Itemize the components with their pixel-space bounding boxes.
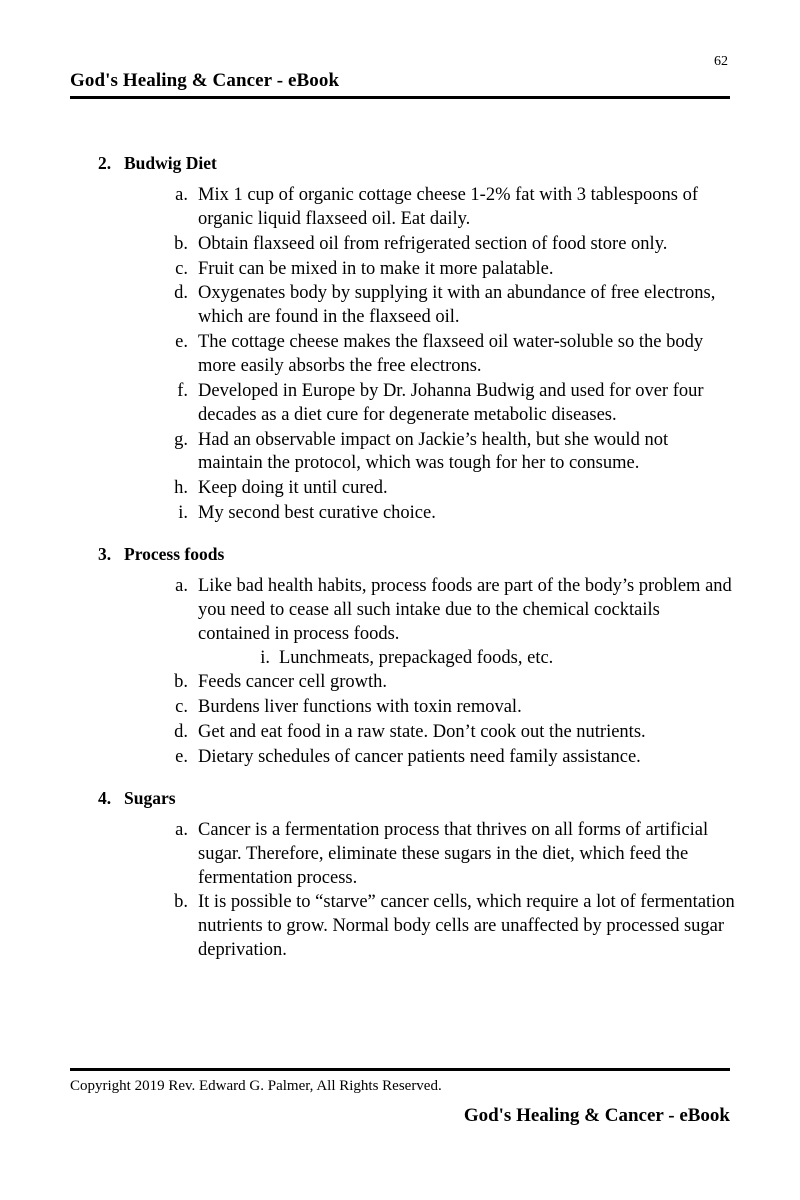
- list-item: [162, 696, 735, 720]
- section-number: 4.: [98, 787, 112, 808]
- list-text: Keep doing it until cured.: [198, 478, 388, 499]
- section-number: 3.: [98, 544, 112, 565]
- list-text: The cottage cheese makes the flaxseed oil water-soluble so the body more easily absorbs the free electrons.: [198, 332, 704, 377]
- list-item: [162, 331, 735, 379]
- list-marker: d.: [174, 722, 188, 743]
- section-list: [70, 575, 735, 770]
- sub-list-text: Lunchmeats, prepackaged foods, etc.: [279, 647, 554, 668]
- section-list: [70, 819, 735, 963]
- list-item: [162, 746, 735, 770]
- header-divider: [70, 96, 730, 99]
- section-sugars: [70, 788, 735, 963]
- list-marker: b.: [174, 672, 188, 693]
- list-item: [162, 502, 735, 526]
- list-text: My second best curative choice.: [198, 503, 436, 524]
- page-number: 62: [714, 54, 728, 69]
- list-item: [162, 184, 735, 232]
- list-item: [162, 819, 735, 891]
- list-text: Like bad health habits, process foods are part of the body’s problem and you need to cease all such intake due to the chemical cocktails contained in process foods.: [198, 576, 732, 644]
- list-marker: b.: [174, 892, 188, 913]
- list-item: [162, 429, 735, 477]
- list-marker: e.: [175, 747, 188, 768]
- list-item: [162, 233, 735, 257]
- list-text: Cancer is a fermentation process that thrives on all forms of artificial sugar. Therefore, eliminate these sugars in the diet, which feed the fermentation process.: [198, 819, 709, 888]
- section-number: 2.: [98, 153, 112, 173]
- sub-list-item: [252, 647, 735, 671]
- list-item: [162, 258, 735, 282]
- list-marker: i.: [178, 503, 188, 524]
- section-title: Sugars: [124, 787, 176, 808]
- list-item: [162, 575, 735, 670]
- header-title: God's Healing & Cancer - eBook: [70, 70, 340, 91]
- list-marker: c.: [175, 697, 188, 718]
- list-marker: b.: [174, 233, 188, 254]
- list-marker: g.: [174, 429, 188, 450]
- list-item: [162, 380, 735, 428]
- list-marker: h.: [174, 478, 188, 499]
- page-header: [70, 70, 730, 99]
- list-text-wrapper: [198, 575, 735, 670]
- section-process-foods: [70, 544, 735, 770]
- list-marker: f.: [177, 380, 188, 401]
- list-item: [162, 721, 735, 745]
- section-heading: [70, 153, 735, 174]
- list-item: [162, 671, 735, 695]
- list-text: Fruit can be mixed in to make it more palatable.: [198, 258, 554, 279]
- list-item: [162, 891, 735, 963]
- section-title: Budwig Diet: [124, 153, 217, 173]
- list-marker: a.: [175, 576, 188, 597]
- list-text: Feeds cancer cell growth.: [198, 672, 388, 693]
- list-item: [162, 477, 735, 501]
- list-text: It is possible to “starve” cancer cells, which require a lot of fermentation nutrients to grow. Normal body cells are unaffected by processed sugar deprivation.: [198, 892, 735, 961]
- sub-list-marker: i.: [260, 647, 270, 668]
- list-marker: d.: [174, 283, 188, 304]
- list-text: Burdens liver functions with toxin removal.: [198, 697, 522, 718]
- list-text: Get and eat food in a raw state. Don’t cook out the nutrients.: [198, 722, 646, 743]
- sub-list: [198, 647, 735, 671]
- section-list: [70, 184, 735, 526]
- list-text: Mix 1 cup of organic cottage cheese 1-2% fat with 3 tablespoons of organic liquid flaxseed oil. Eat daily.: [198, 185, 699, 229]
- list-text: Oxygenates body by supplying it with an abundance of free electrons, which are found in the flaxseed oil.: [198, 283, 716, 328]
- section-budwig-diet: [70, 153, 735, 526]
- section-heading: [70, 544, 735, 565]
- list-marker: e.: [175, 332, 188, 353]
- footer-divider: [70, 1068, 730, 1071]
- section-title: Process foods: [124, 544, 225, 565]
- document-body: [70, 135, 735, 967]
- footer-copyright: Copyright 2019 Rev. Edward G. Palmer, All Rights Reserved.: [70, 1078, 442, 1094]
- list-text: Dietary schedules of cancer patients need family assistance.: [198, 747, 641, 768]
- list-item: [162, 282, 735, 330]
- section-heading: [70, 788, 735, 809]
- list-marker: a.: [175, 819, 188, 840]
- list-marker: c.: [175, 258, 188, 279]
- list-text: Obtain flaxseed oil from refrigerated section of food store only.: [198, 233, 668, 254]
- list-text: Developed in Europe by Dr. Johanna Budwig and used for over four decades as a diet cure for degenerate metabolic diseases.: [198, 380, 704, 425]
- list-text: Had an observable impact on Jackie’s health, but she would not maintain the protocol, which was tough for her to consume.: [198, 429, 669, 474]
- footer-title: God's Healing & Cancer - eBook: [463, 1105, 730, 1126]
- list-marker: a.: [175, 185, 188, 205]
